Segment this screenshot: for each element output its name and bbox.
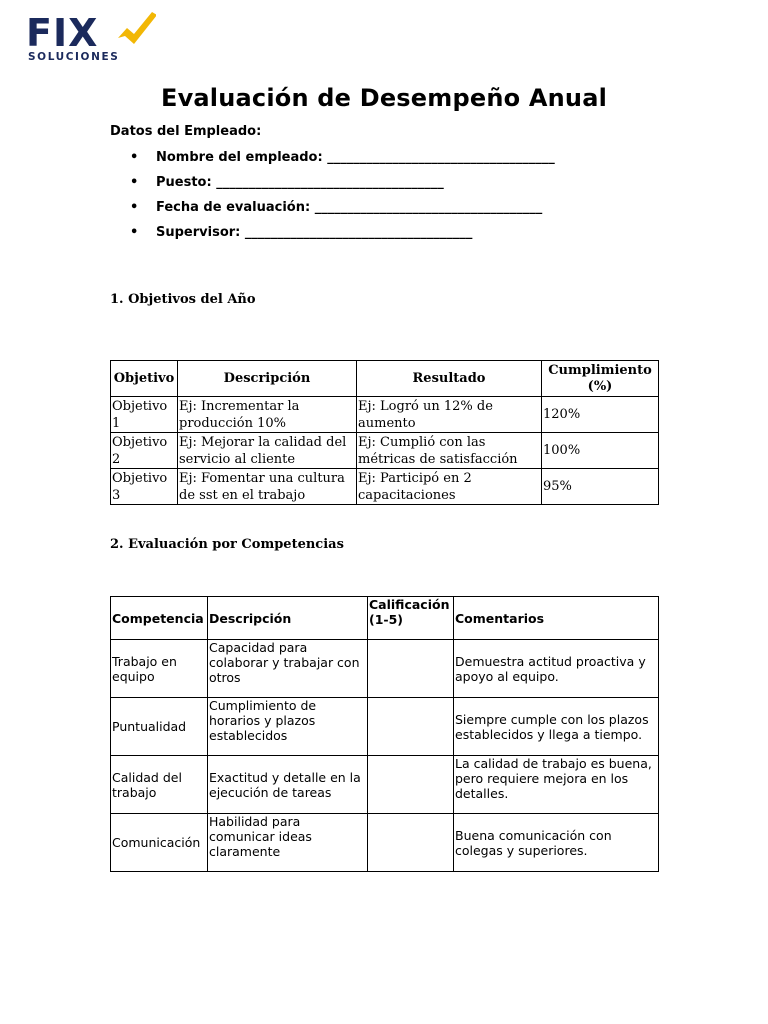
section-objectives-title: 1. Objetivos del Año — [110, 292, 256, 307]
table-row — [111, 397, 659, 433]
cell[interactable]: Calidad del trabajo — [111, 756, 208, 814]
bullet-icon: • — [130, 225, 139, 240]
header-descripcion: Descripción — [208, 597, 368, 640]
fix-logo-graphic — [26, 10, 156, 62]
cell[interactable]: Objetivo 2 — [111, 433, 178, 469]
header-competencia: Competencia — [111, 597, 208, 640]
rating-cell[interactable] — [368, 640, 454, 698]
cell[interactable]: Buena comunicación con colegas y superiores. — [454, 814, 659, 872]
bullet-icon: • — [130, 175, 139, 190]
cell[interactable]: 120% — [542, 397, 659, 433]
field-fecha[interactable] — [110, 198, 555, 223]
bullet-icon: • — [130, 200, 139, 215]
field-supervisor-label: Supervisor: ___________________________________ — [156, 225, 473, 240]
field-nombre-label: Nombre del empleado: ___________________________________ — [156, 150, 555, 165]
cell[interactable]: Objetivo 3 — [111, 469, 178, 505]
field-nombre[interactable] — [110, 148, 555, 173]
cell[interactable]: Demuestra actitud proactiva y apoyo al equipo. — [454, 640, 659, 698]
table-row — [111, 433, 659, 469]
header-objetivo: Objetivo — [111, 361, 178, 397]
header-cumplimiento: Cumplimiento (%) — [542, 361, 659, 397]
header-resultado: Resultado — [357, 361, 542, 397]
employee-data-heading: Datos del Empleado: — [110, 124, 262, 139]
competencies-table — [110, 596, 659, 872]
table-row — [111, 756, 659, 814]
logo-subtitle: SOLUCIONES — [28, 51, 120, 62]
cell[interactable]: Objetivo 1 — [111, 397, 178, 433]
header-calificacion: Calificación (1-5) — [368, 597, 454, 640]
bullet-icon: • — [130, 150, 139, 165]
cell[interactable]: Cumplimiento de horarios y plazos establecidos — [208, 698, 368, 756]
cell[interactable]: Ej: Cumplió con las métricas de satisfacción — [357, 433, 542, 469]
cell[interactable]: La calidad de trabajo es buena, pero requiere mejora en los detalles. — [454, 756, 659, 814]
field-puesto-label: Puesto: ___________________________________ — [156, 175, 444, 190]
rating-cell[interactable] — [368, 698, 454, 756]
header-descripcion: Descripción — [178, 361, 357, 397]
field-puesto[interactable] — [110, 173, 555, 198]
page-title: Evaluación de Desempeño Anual — [160, 84, 608, 112]
employee-fields-list — [110, 148, 555, 248]
table-row — [111, 469, 659, 505]
checkmark-icon — [118, 12, 156, 44]
cell[interactable]: Siempre cumple con los plazos establecidos y llega a tiempo. — [454, 698, 659, 756]
cell[interactable]: Habilidad para comunicar ideas claramente — [208, 814, 368, 872]
cell[interactable]: Exactitud y detalle en la ejecución de tareas — [208, 756, 368, 814]
cell[interactable]: Ej: Logró un 12% de aumento — [357, 397, 542, 433]
logo-brand: FIX — [26, 11, 99, 55]
cell[interactable]: Puntualidad — [111, 698, 208, 756]
rating-cell[interactable] — [368, 756, 454, 814]
cell[interactable]: Ej: Incrementar la producción 10% — [178, 397, 357, 433]
company-logo — [26, 10, 156, 62]
objectives-table — [110, 360, 659, 505]
cell[interactable]: Ej: Fomentar una cultura de sst en el trabajo — [178, 469, 357, 505]
table-row — [111, 698, 659, 756]
table-row — [111, 640, 659, 698]
header-comentarios: Comentarios — [454, 597, 659, 640]
rating-cell[interactable] — [368, 814, 454, 872]
cell[interactable]: 100% — [542, 433, 659, 469]
cell[interactable]: Capacidad para colaborar y trabajar con otros — [208, 640, 368, 698]
cell[interactable]: Comunicación — [111, 814, 208, 872]
cell[interactable]: Ej: Mejorar la calidad del servicio al cliente — [178, 433, 357, 469]
cell[interactable]: Trabajo en equipo — [111, 640, 208, 698]
table-header-row — [111, 361, 659, 397]
section-competencies-title: 2. Evaluación por Competencias — [110, 537, 344, 552]
cell[interactable]: Ej: Participó en 2 capacitaciones — [357, 469, 542, 505]
field-fecha-label: Fecha de evaluación: ___________________________________ — [156, 200, 543, 215]
field-supervisor[interactable] — [110, 223, 555, 248]
table-header-row — [111, 597, 659, 640]
cell[interactable]: 95% — [542, 469, 659, 505]
table-row — [111, 814, 659, 872]
